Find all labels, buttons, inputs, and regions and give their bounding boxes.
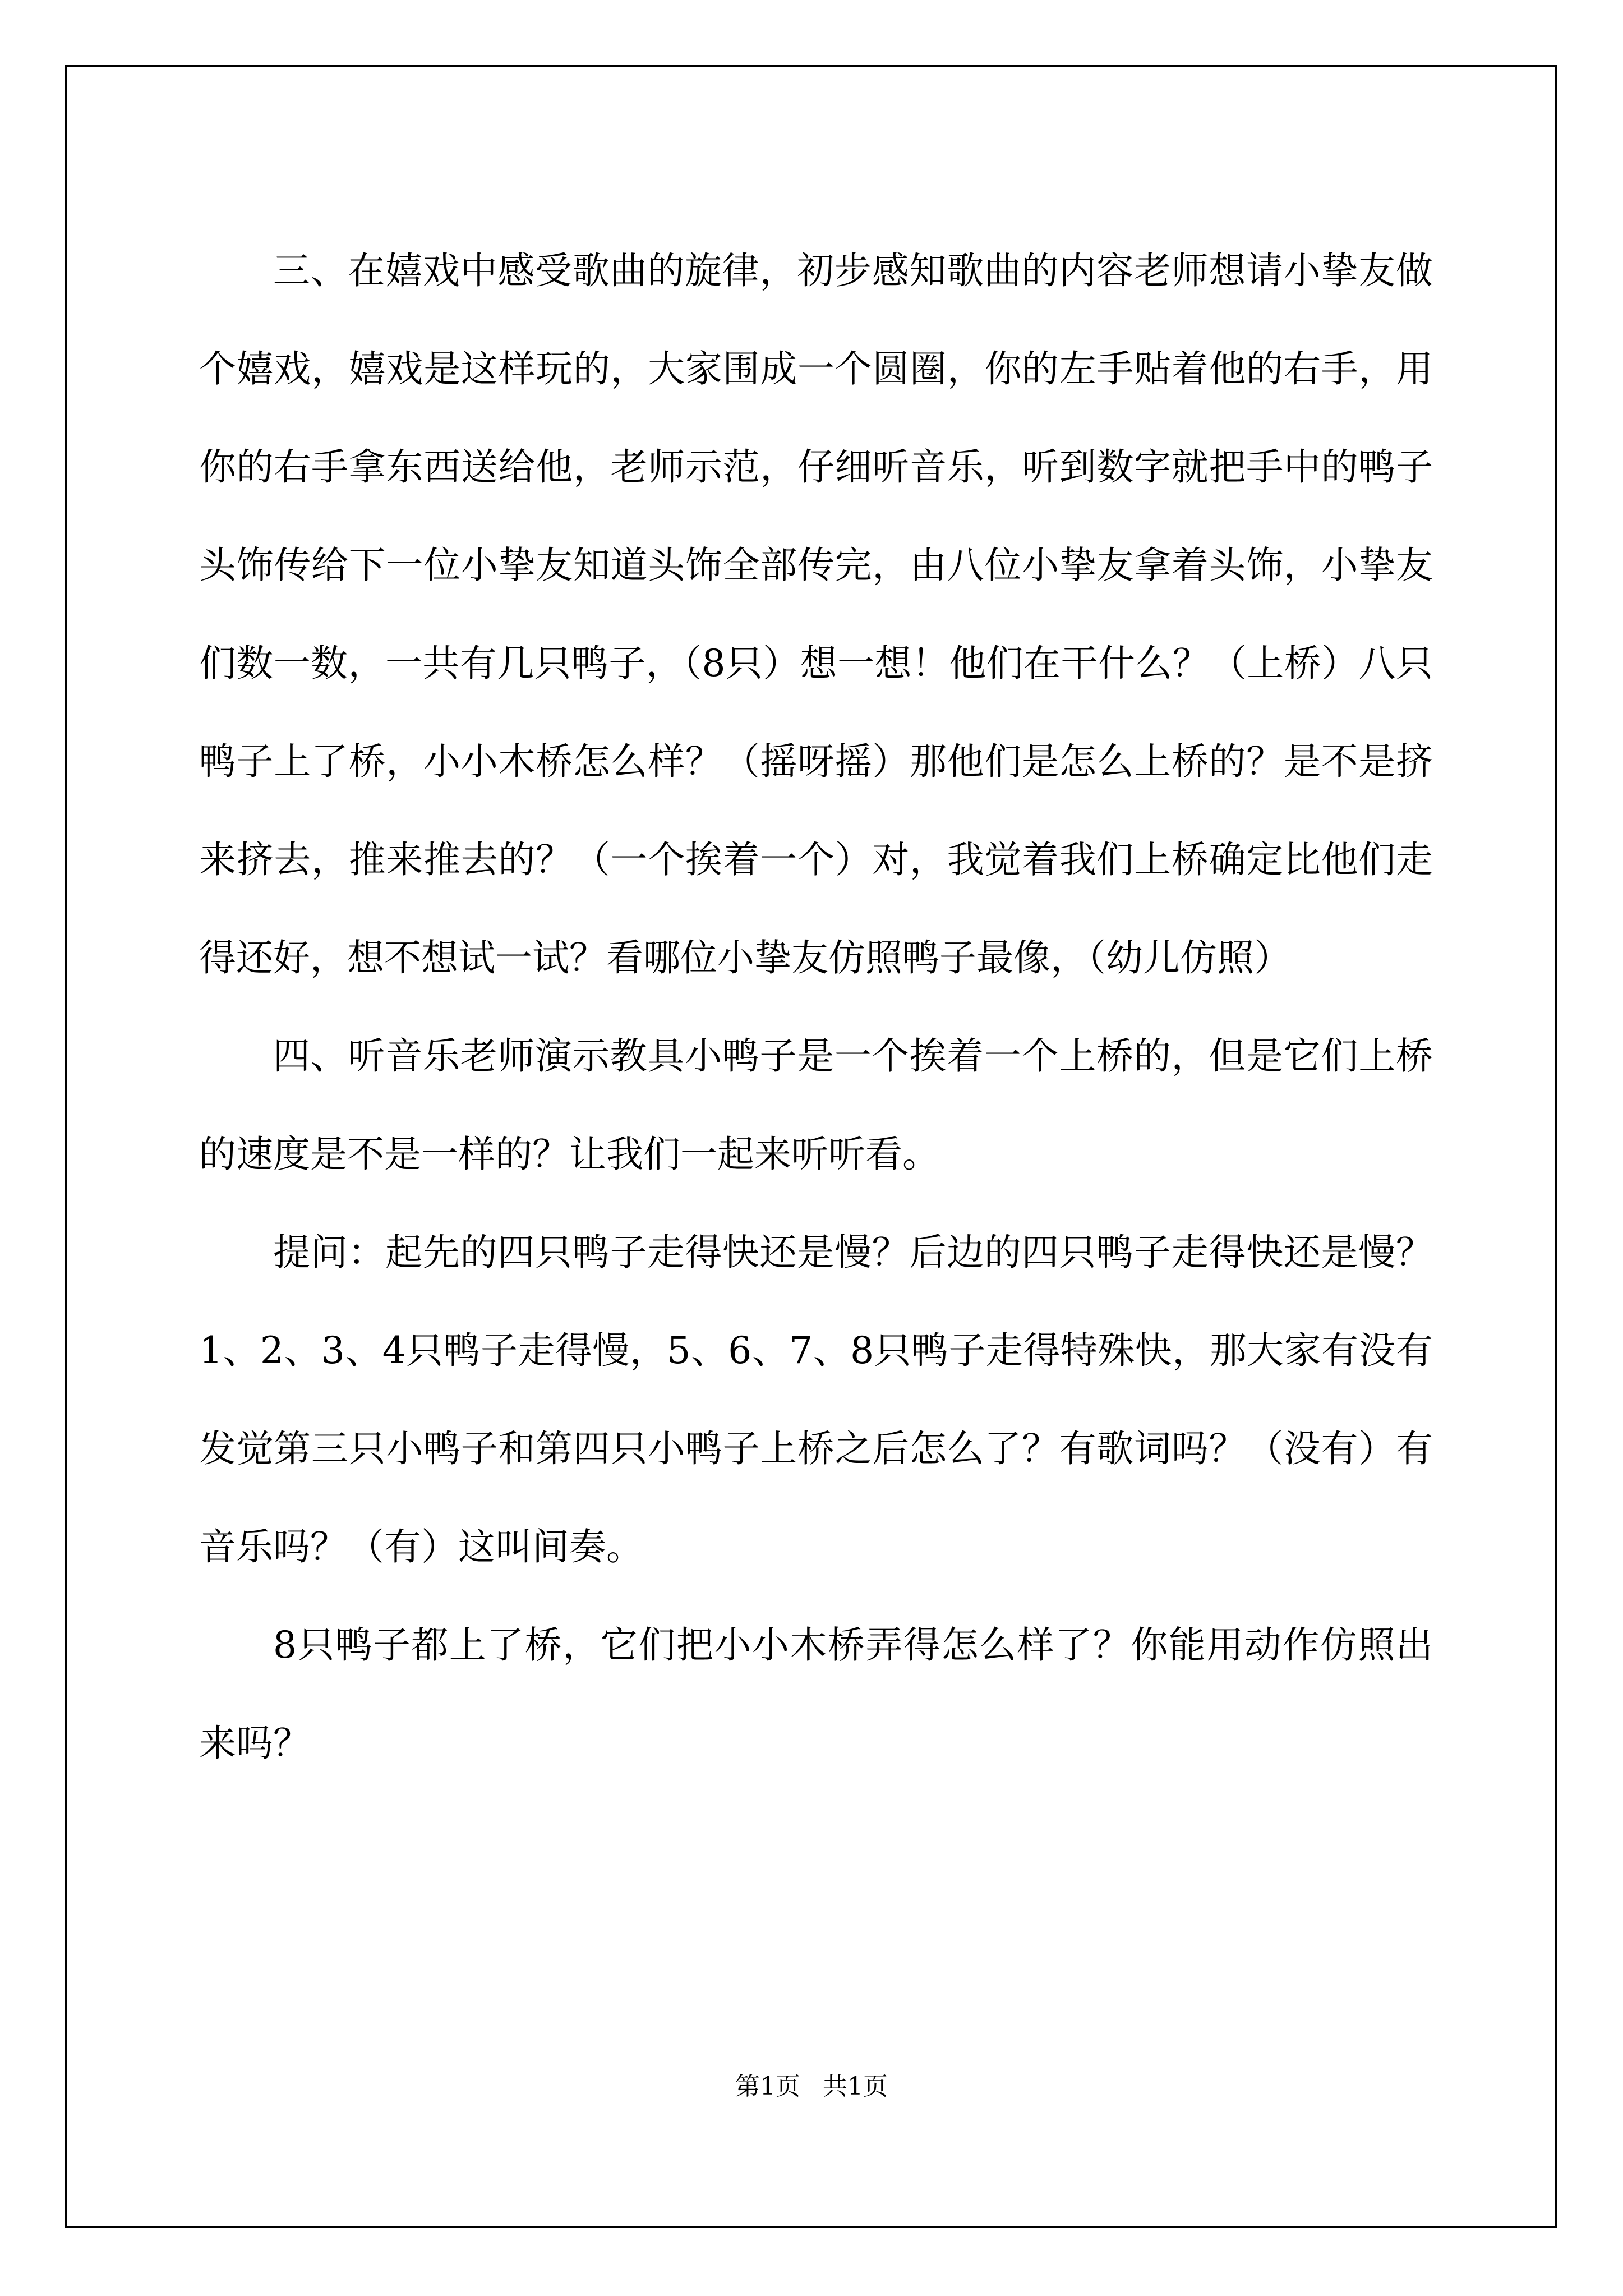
page-footer — [0, 2070, 1623, 2104]
paragraph: 四、听音乐老师演示教具小鸭子是一个挨着一个上桥的，但是它们上桥的速度是不是一样的？让我们一起来听听看。 — [199, 1034, 1433, 1176]
page-total: 共1页 — [823, 2072, 888, 2101]
paragraph: 8只鸭子都上了桥，它们把小小木桥弄得怎么样了？你能用动作仿照出来吗？ — [199, 1623, 1433, 1765]
paragraph: 三、在嬉戏中感受歌曲的旋律，初步感知歌曲的内容老师想请小挚友做个嬉戏，嬉戏是这样玩的，大家围成一个圆圈，你的左手贴着他的右手，用你的右手拿东西送给他，老师示范，仔细听音乐，听到数字就把手中的鸭子头饰传给下一位小挚友知道头饰全部传完，由八位小挚友拿着头饰，小挚友们数一数，一共有几只鸭子，（8只）想一想！他们在干什么？（上桥）八只鸭子上了桥，小小木桥怎么样？（摇呀摇）那他们是怎么上桥的？是不是挤来挤去，推来推去的？（一个挨着一个）对，我觉着我们上桥确定比他们走得还好，想不想试一试？看哪位小挚友仿照鸭子最像，（幼儿仿照） — [199, 249, 1433, 979]
document-body — [199, 222, 1433, 1792]
paragraph: 提问：起先的四只鸭子走得快还是慢？后边的四只鸭子走得快还是慢？1、2、3、4只鸭子走得慢，5、6、7、8只鸭子走得特殊快，那大家有没有发觉第三只小鸭子和第四只小鸭子上桥之后怎么了？有歌词吗？（没有）有音乐吗？（有）这叫间奏。 — [199, 1231, 1433, 1568]
page-number: 第1页 — [735, 2072, 800, 2101]
